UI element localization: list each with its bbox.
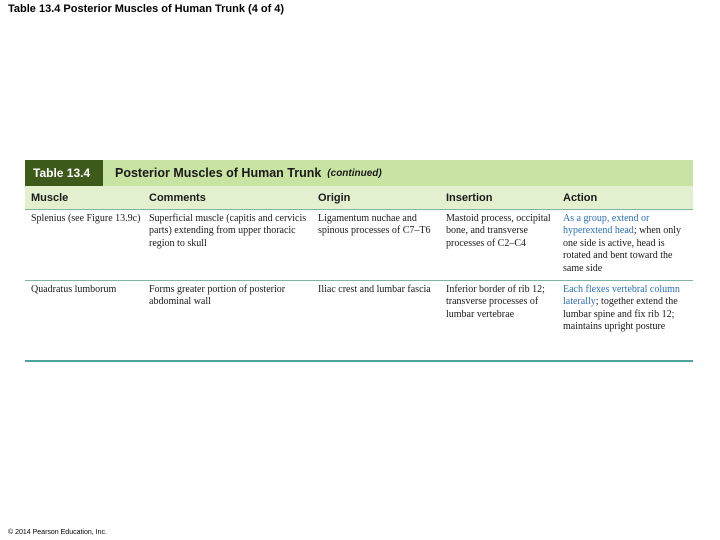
table-continued: (continued) [327, 167, 382, 179]
cell-insertion: Mastoid process, occipital bone, and transverse processes of C2–C4 [446, 213, 551, 249]
cell-comments: Forms greater portion of posterior abdominal wall [149, 284, 286, 308]
copyright-notice: © 2014 Pearson Education, Inc. [8, 529, 107, 536]
action-rest: ; when only one side is active, head is rotated and bent toward the same side [563, 225, 682, 274]
table-title-text: Posterior Muscles of Human Trunk [115, 166, 322, 180]
action-rest: ; together extend the lumbar spine and fix rib 12; maintains upright posture [563, 296, 678, 333]
cell-muscle: Quadratus lumborum [31, 284, 117, 295]
muscle-table [25, 160, 693, 362]
cell-comments: Superficial muscle (capitis and cervicis parts) extending from upper thoracic region to skull [149, 213, 307, 249]
cell-insertion: Inferior border of rib 12; transverse processes of lumbar vertebrae [446, 284, 545, 320]
table-row [25, 281, 693, 362]
header-muscle: Muscle [31, 191, 69, 204]
cell-muscle: Splenius (see Figure 13.9c) [31, 213, 141, 224]
header-origin: Origin [318, 191, 351, 204]
table-caption [25, 160, 693, 186]
table-label: Table 13.4 [25, 160, 103, 186]
header-action: Action [563, 191, 598, 204]
cell-action [563, 281, 693, 360]
table-title [103, 160, 382, 186]
cell-origin: Iliac crest and lumbar fascia [318, 284, 431, 295]
table-row [25, 210, 693, 281]
header-insertion: Insertion [446, 191, 493, 204]
cell-origin: Ligamentum nuchae and spinous processes of C7–T6 [318, 213, 431, 237]
action-highlight: Each flexes vertebral column laterally [563, 284, 680, 308]
action-highlight: As a group, extend or hyperextend head [563, 213, 650, 237]
slide-title: Table 13.4 Posterior Muscles of Human Trunk (4 of 4) [8, 3, 285, 15]
cell-action [563, 210, 693, 280]
table-header-row [25, 186, 693, 210]
header-comments: Comments [149, 191, 206, 204]
